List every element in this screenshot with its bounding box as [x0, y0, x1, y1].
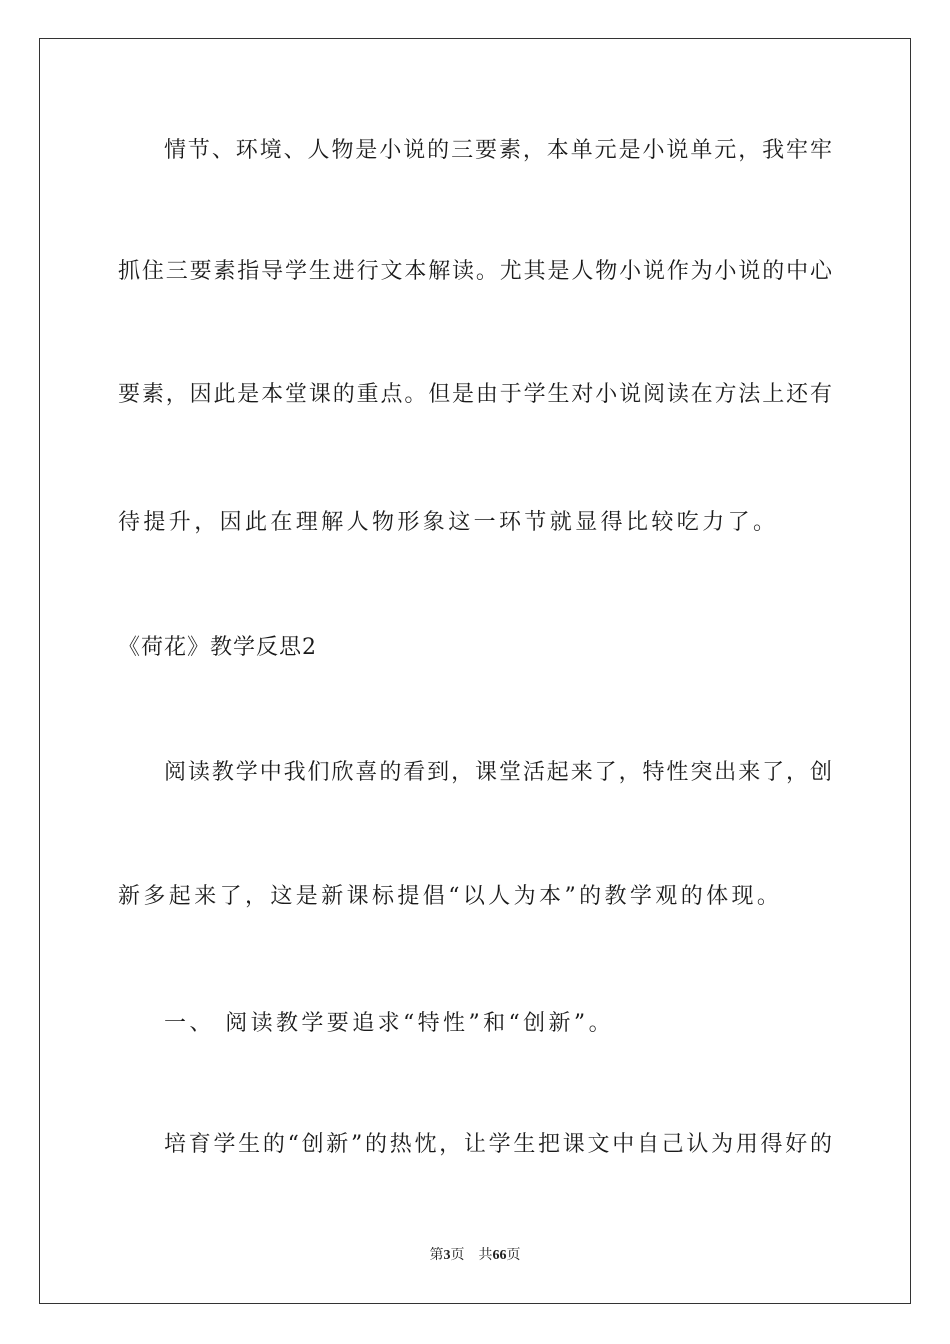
paragraph-2-line-2: 新多起来了，这是新课标提倡“以人为本”的教学观的体现。: [118, 884, 783, 909]
footer-page-suffix: 页: [450, 1248, 465, 1263]
footer-total-suffix: 页: [506, 1248, 521, 1263]
footer-prefix: 第: [429, 1248, 444, 1263]
paragraph-4-line-1: 培育学生的“创新”的热忱，让学生把课文中自己认为用得好的: [164, 1132, 832, 1157]
footer-total-prefix: 共: [478, 1248, 493, 1263]
section-heading: 《荷花》教学反思2: [118, 635, 317, 660]
page-footer: [0, 1246, 950, 1266]
numbered-heading: 一、 阅读教学要追求“特性”和“创新”。: [164, 1011, 614, 1036]
page-frame: [39, 38, 911, 1304]
footer-page-number: 3: [443, 1248, 451, 1263]
footer-total-pages: 66: [492, 1248, 507, 1263]
paragraph-1-line-1: 情节、环境、人物是小说的三要素，本单元是小说单元，我牢牢: [164, 138, 832, 163]
paragraph-1-line-4: 待提升，因此在理解人物形象这一环节就显得比较吃力了。: [118, 510, 779, 535]
paragraph-2-line-1: 阅读教学中我们欣喜的看到，课堂活起来了，特性突出来了，创: [164, 760, 832, 785]
paragraph-1-line-2: 抓住三要素指导学生进行文本解读。尤其是人物小说作为小说的中心: [118, 259, 832, 284]
paragraph-1-line-3: 要素，因此是本堂课的重点。但是由于学生对小说阅读在方法上还有: [118, 382, 832, 407]
